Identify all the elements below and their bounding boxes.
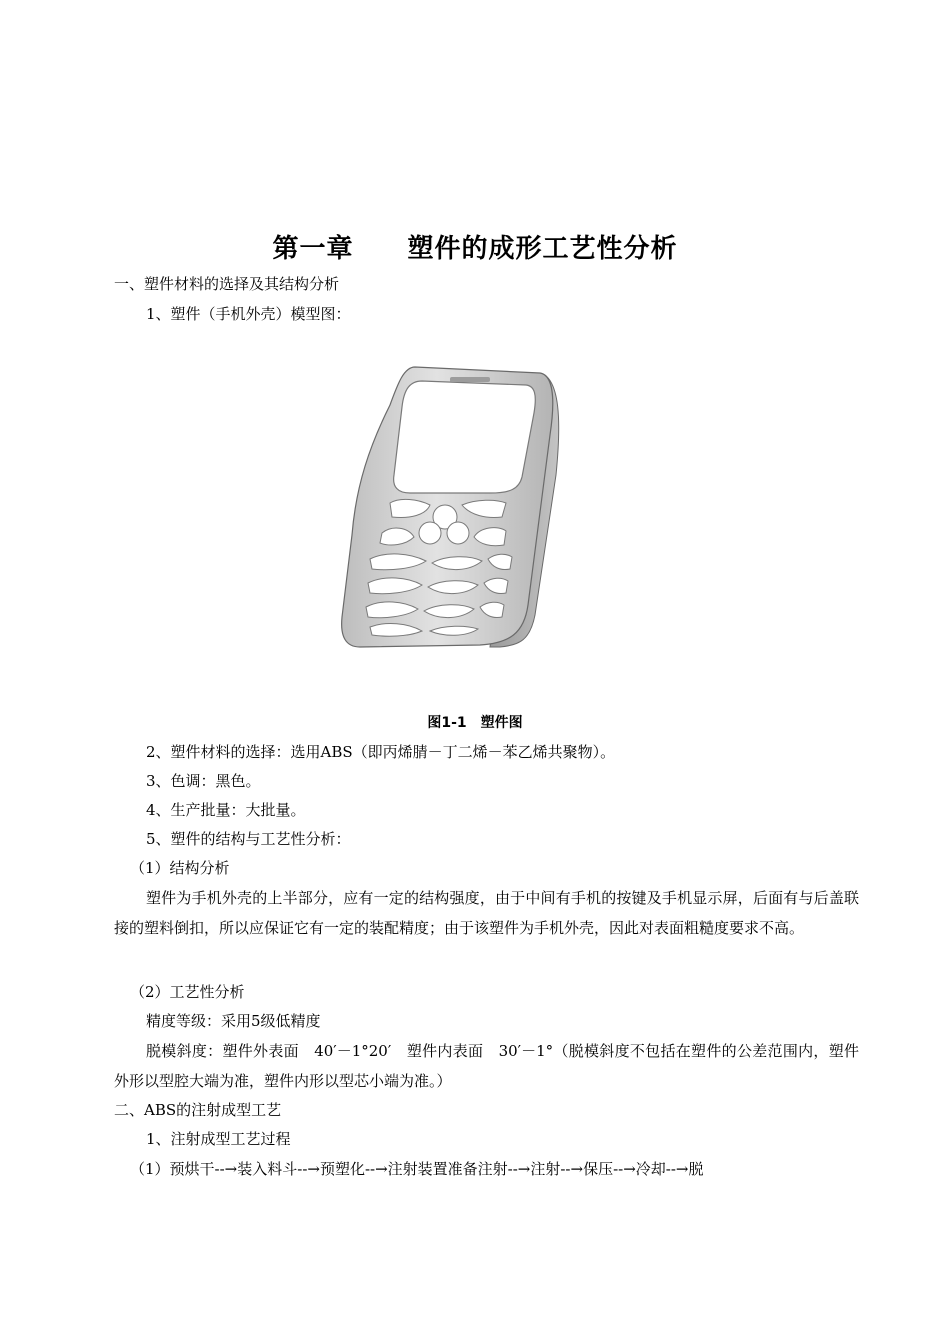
chapter-title: 第一章 塑件的成形工艺性分析 [272,234,678,264]
paragraph-draft-angle: 脱模斜度：塑件外表面 40′－1°20′ 塑件内表面 30′－1°（脱模斜度不包括在塑件的公差范围内，塑件外形以型腔大端为准，塑件内形以型芯小端为准。） [114,1042,859,1090]
list-item-structure-process: 5、塑件的结构与工艺性分析： [146,830,351,848]
section-heading-2: 二、ABS的注射成型工艺 [114,1101,282,1119]
list-item-model-figure: 1、塑件（手机外壳）模型图： [146,305,351,323]
figure-caption: 图1-1 塑件图 [427,715,523,731]
precision-grade: 精度等级：采用5级低精度 [146,1012,321,1030]
subheading-process-analysis: （2）工艺性分析 [130,983,245,1001]
subheading-structure-analysis: （1）结构分析 [130,859,230,877]
list-item-color: 3、色调：黑色。 [146,772,261,790]
paragraph-structure-analysis: 塑件为手机外壳的上半部分，应有一定的结构强度，由于中间有手机的按键及手机显示屏，后面有与后盖联接的塑料倒扣，所以应保证它有一定的装配精度；由于该塑件为手机外壳，因此对表面粗糙度要求不高。 [114,889,859,937]
list-item-material: 2、塑件材料的选择：选用ABS（即丙烯腈－丁二烯－苯乙烯共聚物）。 [146,743,616,761]
process-flow-line: （1）预烘干--→装入料斗--→预塑化--→注射装置准备注射--→注射--→保压--→冷却--→脱 [130,1160,704,1178]
section-heading-1: 一、塑件材料的选择及其结构分析 [114,275,340,293]
phone-housing-figure [330,355,570,670]
list-item-batch: 4、生产批量：大批量。 [146,801,306,819]
list-item-injection-process: 1、注射成型工艺过程 [146,1130,291,1148]
phone-housing-model-icon [330,355,570,670]
